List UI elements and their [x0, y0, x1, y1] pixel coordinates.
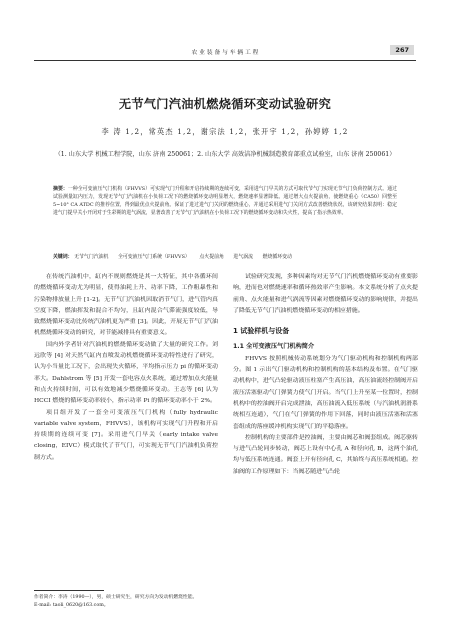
- keyword: 无节气门汽油机: [74, 254, 109, 260]
- body-paragraph: 在传统汽油机中，缸内不规则燃烧是其一大特征，其中各循环间的燃烧循环变动尤为明显，使得油耗上升、功率下降，工作粗暴性和污染物排放量上升 [1-2]。无节气门汽油机因取消节气门，进气管内真空度下降，燃油挥发和混合不均匀，且缸内混合气滞流强度较低，导致燃烧循环变动比传统汽油机更为严重 [3]。因此，开展无节气门汽油机燃烧循环变动的研究，对节能减排具有重要意义。: [34, 273, 218, 337]
- footnote-email[interactable]: E-mail: taoli_0620@163.com。: [34, 603, 109, 608]
- affiliation: （1. 山东大学 机械工程学院，山东 济南 250061；2. 山东大学 高效洁净机械制造教育部重点试验室，山东 济南 250061）: [54, 151, 396, 158]
- subsection-heading: 1.1 全可变液压气门机构简介: [233, 343, 315, 351]
- abstract-label: 摘要：: [53, 186, 68, 192]
- footnote-line: 作者简介：李涛（1990—），男，硕士研究生，研究方向为发动机燃烧性能。: [34, 595, 198, 600]
- journal-name: 农 业 装 备 与 车 辆 工 程: [191, 50, 259, 56]
- keywords: [53, 253, 397, 260]
- keyword: 点火提前角: [199, 254, 224, 260]
- keyword: 全可变液压气门系统（FHVVS）: [117, 254, 190, 260]
- body-paragraph: FHVVS 按照机械传动系统划分为气门驱动机构和控制机构两部分。图 1 示出气门驱动机构和控制机构的基本结构及布置。在气门驱动机构中，进气凸轮驱动液压柱塞产生高压油，高压油流经控制阀开启液压活塞驱动气门弹簧力使气门开启。当气门上升至某一位置时，控制机构中的控油阀开启完成泄油，高压油流入低压系统（与汽油机润滑系统相互连通），气门在气门弹簧的作用下回落，同时由液压活塞和活塞套组成的落座缓冲机构实现气门的平稳落座。: [233, 354, 418, 430]
- body-column-right: [233, 271, 418, 477]
- running-header: [34, 46, 416, 58]
- header-rule: [34, 60, 416, 61]
- body-paragraph: 控制机构的主要部件是控油阀，主要由阀芯和阀套组成。阀芯驱转与进气凸轮同步转动，阀芯上设有中心孔 A 和径向孔 B，这两个油孔均与低压系统连通。阀套上开有径向孔 C，其始终与高压系统相通。控油阀的工作原理如下：当阀芯随进气凸轮: [233, 433, 418, 475]
- keyword: 进气涡流: [233, 254, 253, 260]
- body-paragraph: 试验研究发现，多种因素均对无节气门汽机燃烧循环变动有重要影响，进而也对燃烧速率和循环热效率产生影响。本文系统分析了点火提前角、点火能量和进气涡流等因素对燃烧循环变动的影响规律，并提出了降低无节气门汽油机燃烧循环变动的相应措施。: [233, 273, 418, 314]
- paper-title: 无节气门汽油机燃烧循环变动试验研究: [118, 97, 332, 111]
- body-column-left: [34, 271, 218, 463]
- body-paragraph: 项目组开发了一套全可变液压气门机构（fully hydraulic variable valve system，FHVVS），该机构可实现气门升程和开启持续期的连续可变 [7]。采用进气门早关（early intake valve closing，EIVC）模式取代了节气门，可实现无节气门汽油机负荷控制方式。: [34, 408, 218, 461]
- author-footnote: [34, 594, 218, 610]
- keywords-label: 关键词：: [53, 254, 73, 260]
- abstract: [53, 185, 397, 217]
- keyword: 燃烧循环变动: [262, 254, 292, 260]
- page-number: 267: [390, 45, 414, 55]
- section-heading: 1 试验样机与设备: [233, 327, 290, 336]
- footnote-rule: [34, 590, 104, 591]
- authors: 李 涛 1,2，常英杰 1,2，谢宗法 1,2，张开宇 1,2，孙婷婷 1,2: [101, 127, 349, 136]
- abstract-text: 一种全可变液压气门机构（FHVVS）可实现气门升程和开启持续期的连续可变，采用进气门早关的方式可取代节气门实现无节气门负荷控制方式。通过试验测量缸内压力，发现无节气门汽油机在小负荷工况下的燃烧循环变动明显增大，燃烧速率显著降低。通过增大点火提前角，使燃烧重心（CA50）回整至 5~10° CA ATDC 的推荐位置，得到最优点火提前角。保证了进过进气门关闭的燃烧重心，并通过采用进气门关闭方式改善燃烧状况，该研究结果表明：稳定进气门提早关小开闭对于生彩期的进气涡流，显著改善了无节气门汽油机在小负荷工况下的燃烧循环变动和失火性，提高了指示热效率。: [53, 186, 397, 217]
- body-paragraph: 国内外学者针对汽油机的燃烧循环变动做了大量的研究工作。刘远欣等 [4] 对天然气缸内直喷发动机燃烧循环变动特性进行了研究，认为小当量比工况下，会出现失火循环，平均指示压力 pi 的循环变动率大。Dahlstrom 等 [5] 开发一套电容点火系统，通过增加点火能量和点火持续时间，可以有效地减少燃烧循环变动。王志等 [6] 认为 HCCI 燃烧的循环变动率较小，指示功率 Pi 的循环变动率小于 2%。: [34, 340, 218, 405]
